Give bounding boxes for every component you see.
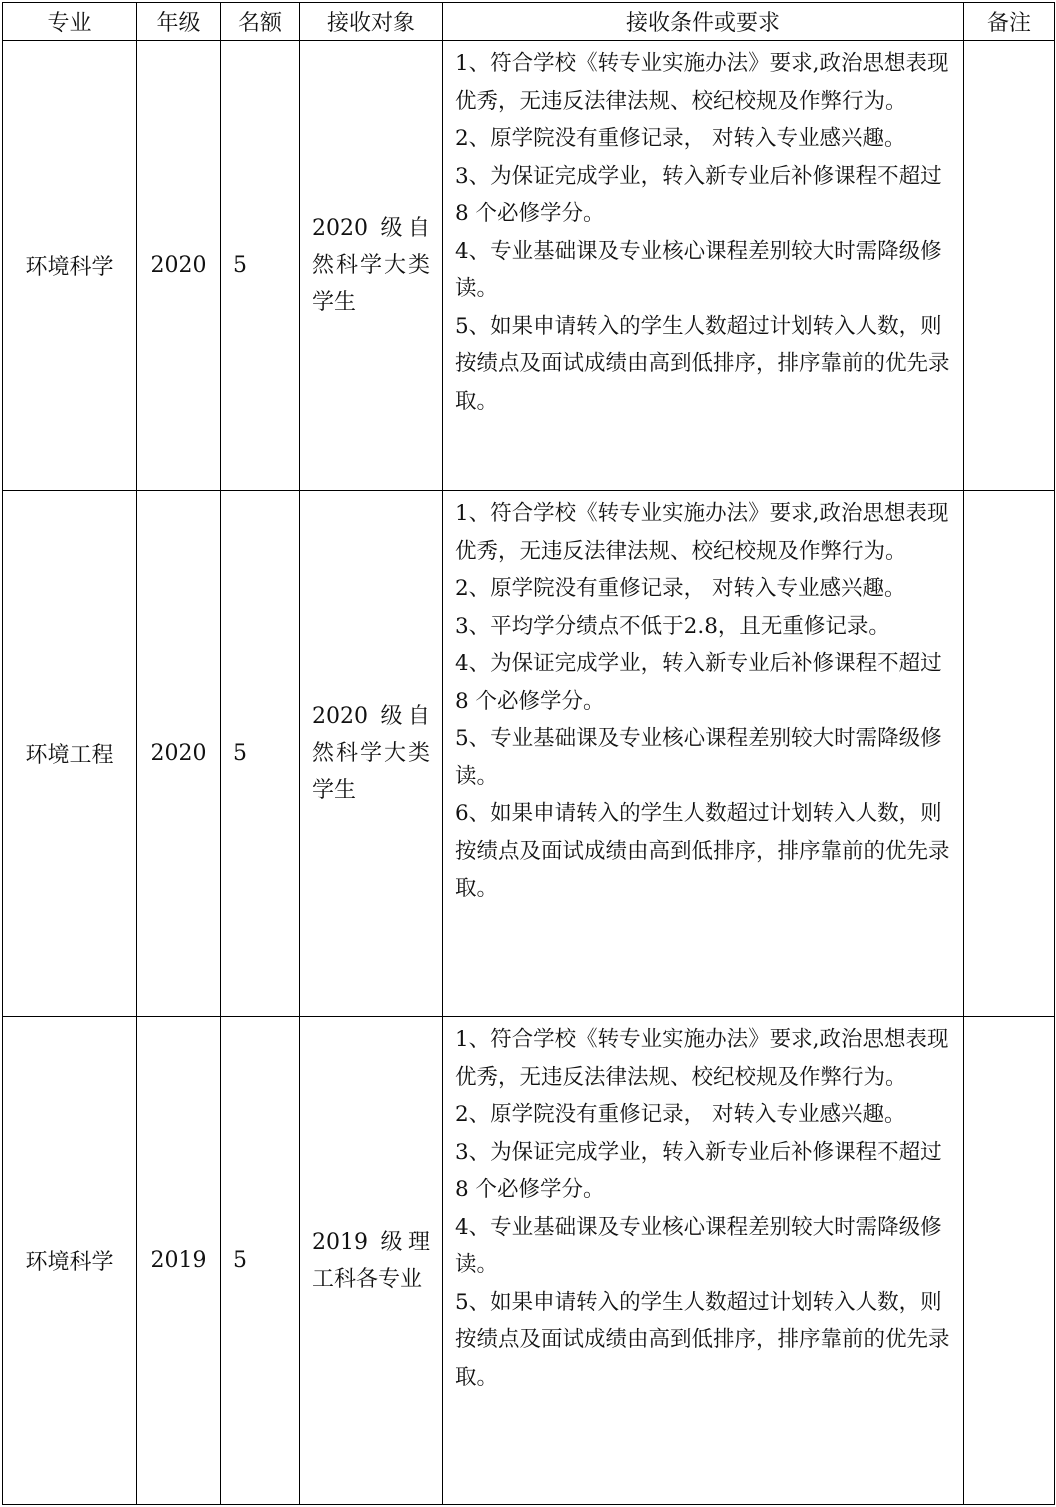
requirement-item: 3、为保证完成学业，转入新专业后补修课程不超过 8 个必修学分。 [455, 1139, 942, 1202]
requirement-item: 6、如果申请转入的学生人数超过计划转入人数，则按绩点及面试成绩由高到低排序，排序靠前的优先录取。 [455, 801, 950, 901]
quota-cell: 5 [221, 1017, 300, 1505]
requirement-item: 5、如果申请转入的学生人数超过计划转入人数，则按绩点及面试成绩由高到低排序，排序靠前的优先录取。 [455, 313, 950, 414]
quota-cell: 5 [221, 491, 300, 1017]
grade-cell: 2019 [137, 1017, 221, 1505]
major-cell: 环境科学 [3, 41, 137, 491]
requirement-item: 2、原学院没有重修记录， 对转入专业感兴趣。 [455, 126, 906, 151]
requirement-item: 2、原学院没有重修记录， 对转入专业感兴趣。 [455, 1102, 906, 1127]
header-remarks: 备注 [964, 3, 1055, 41]
requirement-item: 3、为保证完成学业，转入新专业后补修课程不超过 8 个必修学分。 [455, 163, 942, 226]
requirement-item: 4、专业基础课及专业核心课程差别较大时需降级修读。 [455, 1214, 942, 1277]
requirements-cell [443, 491, 964, 1017]
requirement-item: 1、符合学校《转专业实施办法》要求,政治思想表现优秀，无违反法律法规、校纪校规及作弊行为。 [455, 51, 949, 114]
major-cell: 环境科学 [3, 1017, 137, 1505]
requirement-item: 2、原学院没有重修记录， 对转入专业感兴趣。 [455, 576, 906, 601]
header-grade: 年级 [137, 3, 221, 41]
requirement-item: 4、专业基础课及专业核心课程差别较大时需降级修读。 [455, 238, 942, 301]
header-target: 接收对象 [300, 3, 443, 41]
requirement-item: 5、专业基础课及专业核心课程差别较大时需降级修读。 [455, 726, 942, 789]
target-cell: 2020 级自然科学大类学生 [300, 491, 443, 1017]
target-cell: 2020 级自然科学大类学生 [300, 41, 443, 491]
requirements-cell [443, 41, 964, 491]
requirement-item: 5、如果申请转入的学生人数超过计划转入人数，则按绩点及面试成绩由高到低排序，排序靠前的优先录取。 [455, 1289, 950, 1390]
table-row [3, 1017, 1055, 1505]
grade-cell: 2020 [137, 41, 221, 491]
requirement-item: 1、符合学校《转专业实施办法》要求,政治思想表现优秀，无违反法律法规、校纪校规及作弊行为。 [455, 1027, 949, 1090]
remarks-cell [964, 41, 1055, 491]
header-major: 专业 [3, 3, 137, 41]
grade-cell: 2020 [137, 491, 221, 1017]
header-requirements: 接收条件或要求 [443, 3, 964, 41]
quota-cell: 5 [221, 41, 300, 491]
requirement-item: 4、为保证完成学业，转入新专业后补修课程不超过 8 个必修学分。 [455, 651, 942, 714]
table-row [3, 41, 1055, 491]
major-cell: 环境工程 [3, 491, 137, 1017]
header-quota: 名额 [221, 3, 300, 41]
remarks-cell [964, 491, 1055, 1017]
requirement-item: 3、平均学分绩点不低于2.8，且无重修记录。 [455, 613, 890, 639]
requirement-item: 1、符合学校《转专业实施办法》要求,政治思想表现优秀，无违反法律法规、校纪校规及作弊行为。 [455, 501, 949, 564]
transfer-quota-table [2, 2, 1055, 1505]
remarks-cell [964, 1017, 1055, 1505]
requirements-cell [443, 1017, 964, 1505]
target-cell: 2019 级理工科各专业 [300, 1017, 443, 1505]
table-header-row [3, 3, 1055, 41]
table-row [3, 491, 1055, 1017]
